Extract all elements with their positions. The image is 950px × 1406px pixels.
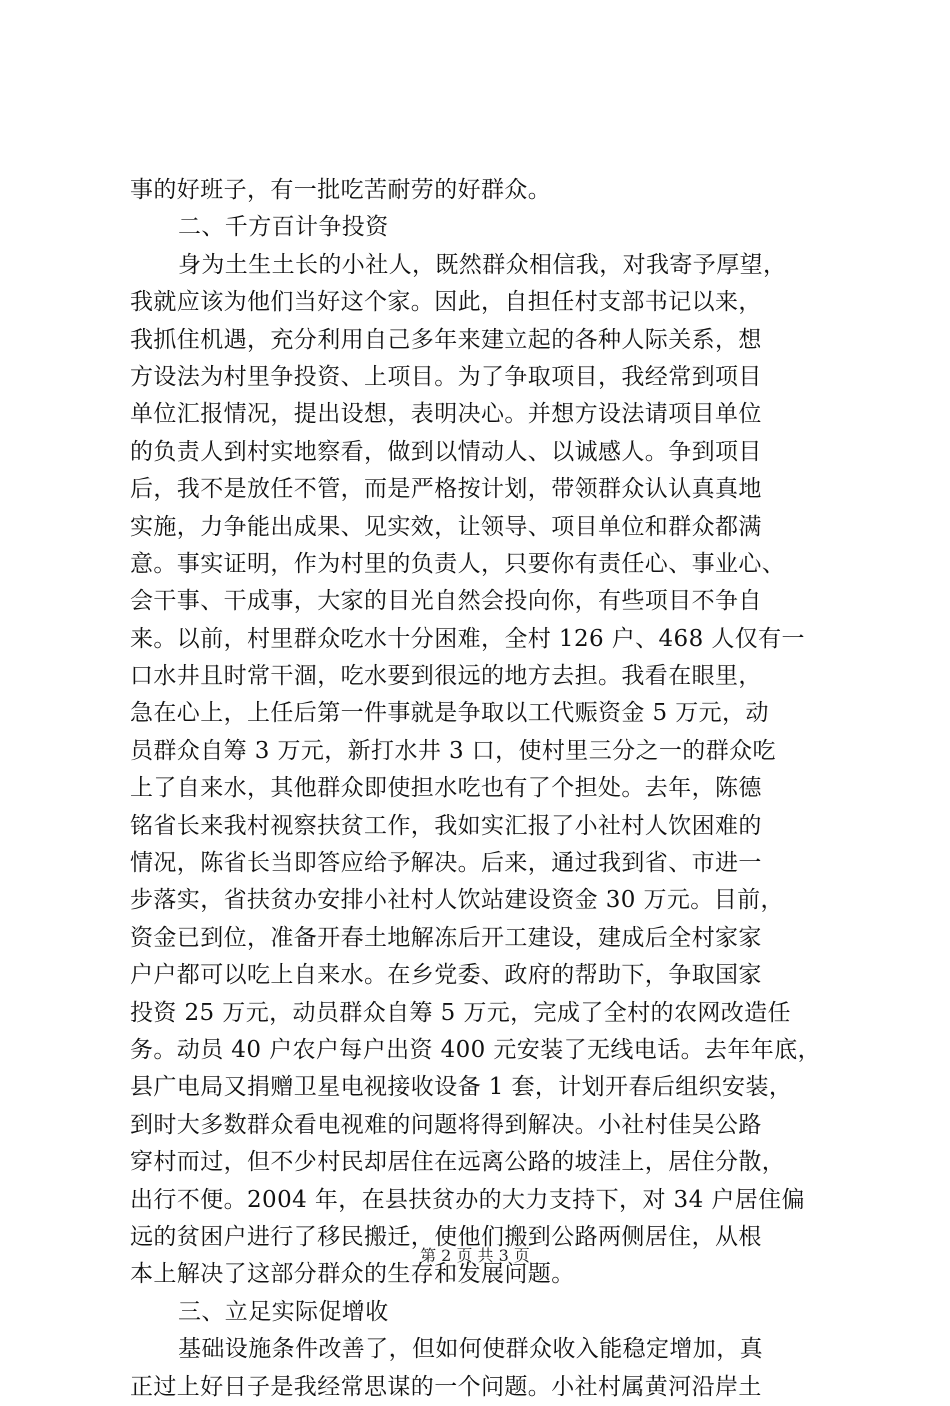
text-line: 步落实，省扶贫办安排小社村人饮站建设资金 30 万元。目前， — [130, 887, 784, 914]
text-line: 方设法为村里争投资、上项目。为了争取项目，我经常到项目 — [130, 363, 762, 390]
text-line: 出行不便。2004 年，在县扶贫办的大力支持下，对 34 户居住偏 — [130, 1186, 805, 1213]
text-line: 意。事实证明，作为村里的负责人，只要你有责任心、事业心、 — [130, 550, 786, 577]
text-line: 务。动员 40 户农户每户出资 400 元安装了无线电话。去年年底， — [130, 1036, 822, 1063]
text-line: 口水井且时常干涸，吃水要到很远的地方去担。我看在眼里， — [130, 663, 762, 690]
text-line: 实施，力争能出成果、见实效，让领导、项目单位和群众都满 — [130, 513, 762, 540]
text-line: 会干事、干成事，大家的目光自然会投向你，有些项目不争自 — [130, 588, 762, 615]
section-heading: 三、立足实际促增收 — [178, 1298, 389, 1325]
text-line: 投资 25 万元，动员群众自筹 5 万元，完成了全村的农网改造任 — [130, 999, 791, 1026]
section-heading: 二、千方百计争投资 — [178, 214, 389, 241]
text-line: 基础设施条件改善了，但如何使群众收入能稳定增加，真 — [178, 1336, 763, 1363]
text-line: 上了自来水，其他群众即使担水吃也有了个担处。去年，陈德 — [130, 775, 762, 802]
text-line: 单位汇报情况，提出设想，表明决心。并想方设法请项目单位 — [130, 401, 762, 428]
page-number-footer: 第 2 页 共 3 页 — [420, 1246, 530, 1265]
text-line: 的负责人到村实地察看，做到以情动人、以诚感人。争到项目 — [130, 438, 762, 465]
text-line: 本上解决了这部分群众的生存和发展问题。 — [130, 1261, 575, 1288]
text-line: 后，我不是放任不管，而是严格按计划，带领群众认认真真地 — [130, 476, 762, 503]
text-line: 到时大多数群众看电视难的问题将得到解决。小社村佳吴公路 — [130, 1111, 762, 1138]
text-line: 正过上好日子是我经常思谋的一个问题。小社村属黄河沿岸土 — [130, 1373, 762, 1400]
text-line: 来。以前，村里群众吃水十分困难，全村 126 户、468 人仅有一 — [130, 625, 805, 652]
text-line: 资金已到位，准备开春土地解冻后开工建设，建成后全村家家 — [130, 924, 762, 951]
text-line: 我就应该为他们当好这个家。因此，自担任村支部书记以来， — [130, 289, 762, 316]
text-line: 事的好班子，有一批吃苦耐劳的好群众。 — [130, 177, 552, 203]
text-line: 户户都可以吃上自来水。在乡党委、政府的帮助下，争取国家 — [130, 962, 762, 989]
text-line: 急在心上，上任后第一件事就是争取以工代赈资金 5 万元，动 — [130, 700, 769, 727]
document-body — [130, 172, 830, 1406]
text-line: 员群众自筹 3 万元，新打水井 3 口，使村里三分之一的群众吃 — [130, 737, 776, 764]
text-line: 铭省长来我村视察扶贫工作，我如实汇报了小社村人饮困难的 — [130, 812, 762, 839]
text-line: 情况，陈省长当即答应给予解决。后来，通过我到省、市进一 — [130, 850, 762, 877]
text-line: 县广电局又捐赠卫星电视接收设备 1 套，计划开春后组织安装， — [130, 1074, 793, 1101]
text-line: 身为土生土长的小社人，既然群众相信我，对我寄予厚望， — [178, 251, 787, 278]
text-line: 穿村而过，但不少村民却居住在远离公路的坡洼上，居住分散， — [130, 1149, 786, 1176]
text-line: 远的贫困户进行了移民搬迁，使他们搬到公路两侧居住，从根 — [130, 1223, 762, 1250]
text-line: 我抓住机遇，充分利用自己多年来建立起的各种人际关系，想 — [130, 326, 762, 353]
